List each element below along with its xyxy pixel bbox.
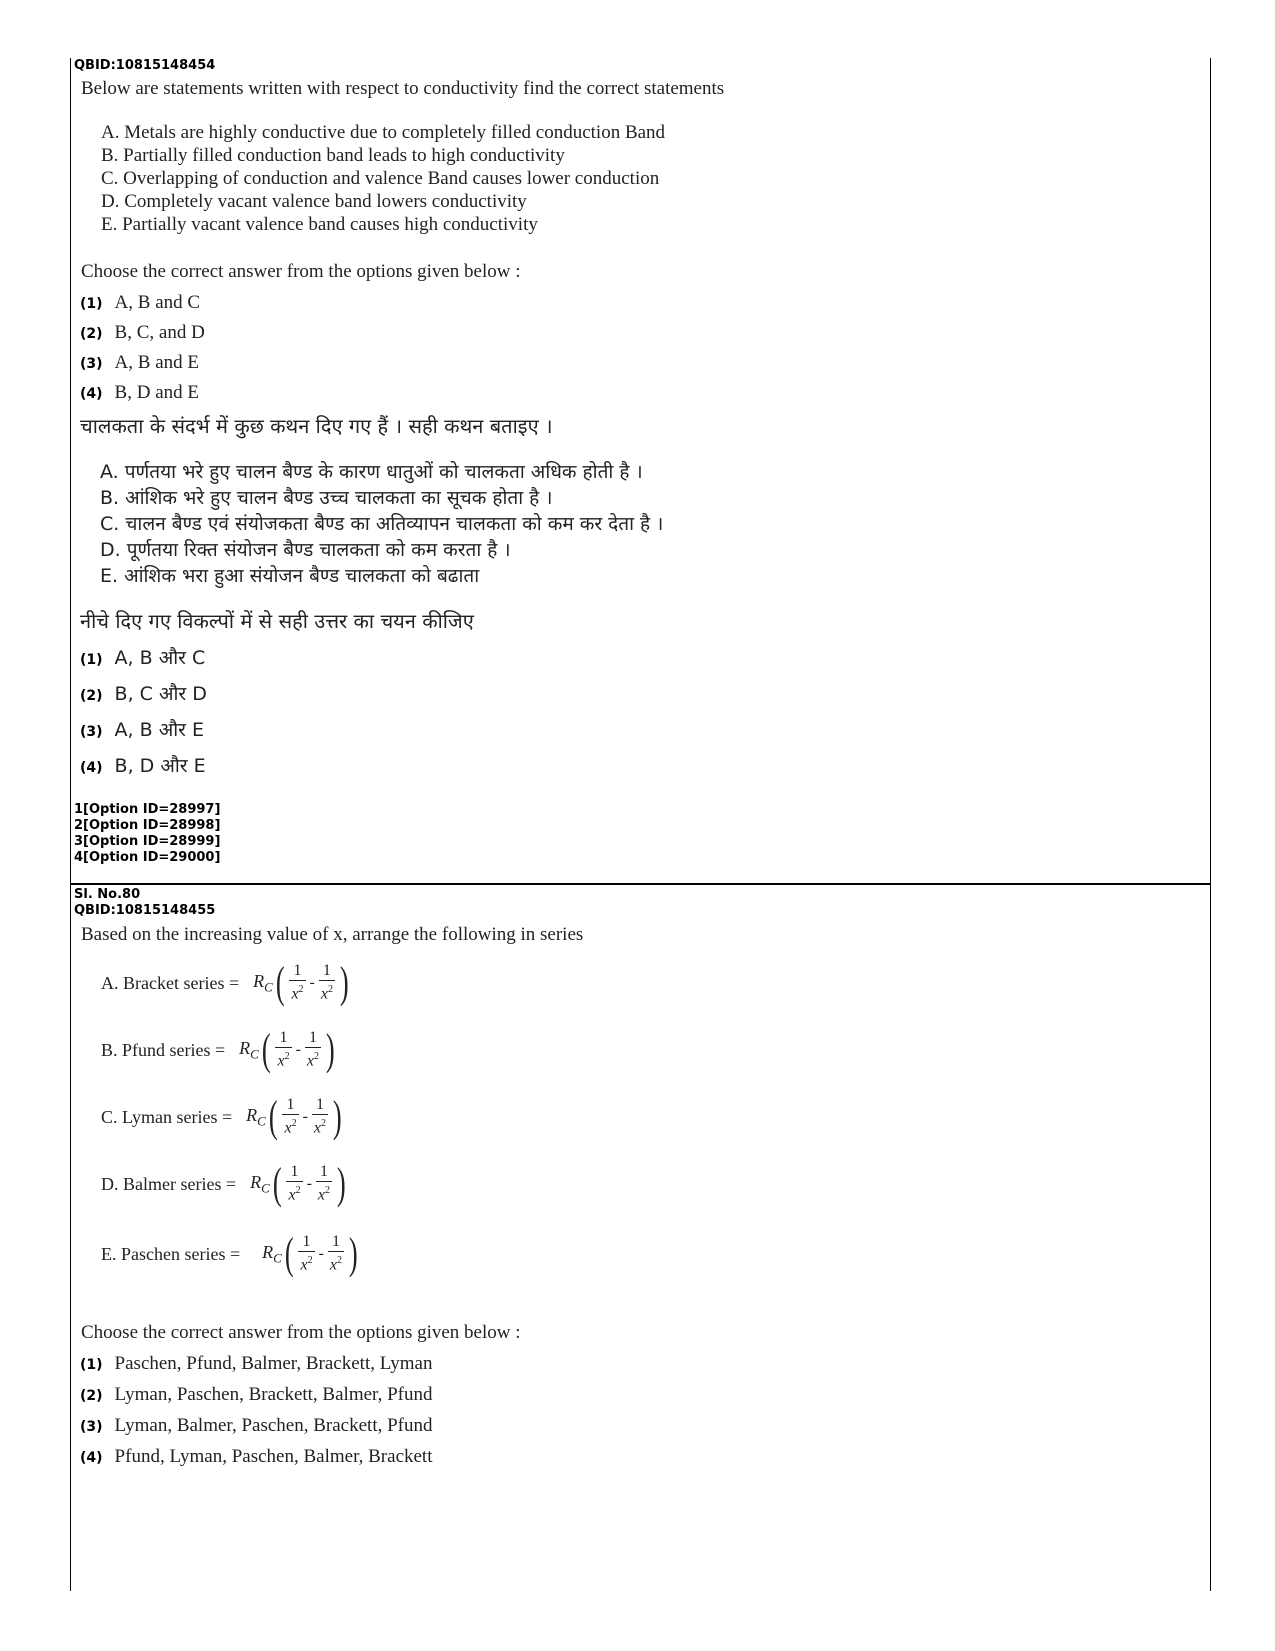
rydberg-formula: $R_C$ ( $\frac{1}{x^2}$ - $\frac{1}{x^2}$ )	[250, 1159, 346, 1208]
series-label: D. Balmer series =	[101, 1173, 237, 1194]
option-text: B, C और D	[114, 683, 207, 705]
option-number: (3)	[80, 1419, 103, 1435]
statement-c: C. Overlapping of conduction and valence Band causes lower conduction	[101, 168, 660, 189]
option-text: Lyman, Paschen, Brackett, Balmer, Pfund	[114, 1384, 433, 1405]
option-text: A, B and E	[114, 352, 199, 373]
series-row-c	[101, 1092, 345, 1141]
option-number: (4)	[80, 760, 103, 776]
fraction-term: $\frac{1}{x^2}$	[284, 1096, 297, 1137]
statement-b: B. Partially filled conduction band leads to high conductivity	[101, 145, 565, 166]
fraction-term: $\frac{1}{x^2}$	[306, 1029, 320, 1070]
hindi-statement-b: B. आंशिक भरे हुए चालन बैण्ड उच्च चालकता का सूचक होता है ।	[100, 487, 553, 509]
option-id-3: 3[Option ID=28999]	[74, 834, 221, 849]
choose-instruction: Choose the correct answer from the options given below :	[81, 1322, 521, 1343]
hindi-option-3[interactable]	[80, 716, 204, 742]
option-1[interactable]	[80, 1353, 433, 1375]
option-2[interactable]	[80, 1384, 433, 1406]
rydberg-constant: $R_C$	[253, 970, 273, 995]
option-id-4: 4[Option ID=29000]	[74, 850, 221, 865]
option-text: Lyman, Balmer, Paschen, Brackett, Pfund	[114, 1415, 433, 1436]
qbid-label: QBID:10815148454	[74, 58, 216, 73]
fraction-term: $\frac{1}{x^2}$	[320, 962, 333, 1003]
rydberg-formula: $R_C$ ( $\frac{1}{x^2}$ - $\frac{1}{x^2}$ )	[253, 958, 349, 1007]
rydberg-constant: $R_C$	[250, 1171, 270, 1196]
option-1[interactable]	[80, 292, 200, 314]
choose-instruction: Choose the correct answer from the options given below :	[81, 261, 521, 282]
option-text: Paschen, Pfund, Balmer, Brackett, Lyman	[114, 1353, 433, 1374]
rydberg-constant: $R_C$	[262, 1241, 282, 1266]
hindi-statement-e: E. आंशिक भरा हुआ संयोजन बैण्ड चालकता को बढाता	[100, 565, 480, 587]
option-number: (1)	[80, 296, 103, 312]
fraction-term: $\frac{1}{x^2}$	[313, 1096, 327, 1137]
series-row-b	[101, 1025, 338, 1074]
hindi-option-2[interactable]	[80, 680, 207, 706]
series-label: B. Pfund series =	[101, 1039, 226, 1060]
rydberg-formula: $R_C$ ( $\frac{1}{x^2}$ - $\frac{1}{x^2}$ )	[246, 1092, 342, 1141]
question-divider	[70, 883, 1211, 885]
fraction-term: $\frac{1}{x^2}$	[317, 1163, 330, 1204]
series-label: C. Lyman series =	[101, 1106, 233, 1127]
option-number: (3)	[80, 724, 103, 740]
statement-e: E. Partially vacant valence band causes high conductivity	[101, 214, 538, 235]
hindi-choose-instruction: नीचे दिए गए विकल्पों में से सही उत्तर का चयन कीजिए	[80, 609, 474, 633]
option-3[interactable]	[80, 1415, 433, 1437]
hindi-option-4[interactable]	[80, 752, 206, 778]
right-border	[1210, 58, 1211, 1591]
option-id-1: 1[Option ID=28997]	[74, 802, 221, 817]
rydberg-formula: $R_C$ ( $\frac{1}{x^2}$ - $\frac{1}{x^2}$ )	[239, 1025, 335, 1074]
option-id-2: 2[Option ID=28998]	[74, 818, 221, 833]
option-text: Pfund, Lyman, Paschen, Balmer, Brackett	[114, 1446, 433, 1467]
rydberg-constant: $R_C$	[246, 1104, 266, 1129]
option-number: (2)	[80, 1388, 103, 1404]
hindi-statement-d: D. पूर्णतया रिक्त संयोजन बैण्ड चालकता को कम करता है ।	[100, 539, 511, 561]
option-number: (4)	[80, 1450, 103, 1466]
option-number: (2)	[80, 688, 103, 704]
series-label: A. Bracket series =	[101, 972, 240, 993]
rydberg-formula: $R_C$ ( $\frac{1}{x^2}$ - $\frac{1}{x^2}$ )	[262, 1229, 358, 1278]
statement-a: A. Metals are highly conductive due to completely filled conduction Band	[101, 122, 666, 143]
fraction-term: $\frac{1}{x^2}$	[288, 1163, 301, 1204]
qbid-label: QBID:10815148455	[74, 903, 216, 918]
option-text: A, B और E	[114, 719, 204, 741]
series-label: E. Paschen series =	[101, 1243, 241, 1264]
hindi-statement-c: C. चालन बैण्ड एवं संयोजकता बैण्ड का अतिव्यापन चालकता को कम कर देता है ।	[100, 513, 664, 535]
option-4[interactable]	[80, 382, 199, 404]
series-row-e	[101, 1229, 361, 1278]
option-text: A, B and C	[114, 292, 201, 313]
option-2[interactable]	[80, 322, 205, 344]
option-number: (3)	[80, 356, 103, 372]
statement-d: D. Completely vacant valence band lowers conductivity	[101, 191, 527, 212]
option-text: B, D and E	[114, 382, 199, 403]
rydberg-constant: $R_C$	[239, 1037, 259, 1062]
option-text: A, B और C	[114, 647, 206, 669]
fraction-term: $\frac{1}{x^2}$	[291, 962, 304, 1003]
option-text: B, C, and D	[114, 322, 205, 343]
option-4[interactable]	[80, 1446, 433, 1468]
question-text: Based on the increasing value of x, arrange the following in series	[81, 924, 584, 945]
option-number: (1)	[80, 652, 103, 668]
option-3[interactable]	[80, 352, 199, 374]
hindi-question-text: चालकता के संदर्भ में कुछ कथन दिए गए हैं । सही कथन बताइए ।	[80, 414, 553, 438]
option-number: (4)	[80, 386, 103, 402]
left-border	[70, 58, 71, 1591]
option-number: (2)	[80, 326, 103, 342]
series-row-a	[101, 958, 352, 1007]
fraction-term: $\frac{1}{x^2}$	[300, 1233, 313, 1274]
hindi-statement-a: A. पर्णतया भरे हुए चालन बैण्ड के कारण धातुओं को चालकता अधिक होती है ।	[100, 461, 643, 483]
option-text: B, D और E	[114, 755, 206, 777]
fraction-term: $\frac{1}{x^2}$	[277, 1029, 290, 1070]
series-row-d	[101, 1159, 349, 1208]
fraction-term: $\frac{1}{x^2}$	[329, 1233, 342, 1274]
serial-number: Sl. No.80	[74, 887, 141, 902]
hindi-option-1[interactable]	[80, 644, 205, 670]
option-number: (1)	[80, 1357, 103, 1373]
question-text: Below are statements written with respect to conductivity find the correct statements	[81, 78, 725, 99]
